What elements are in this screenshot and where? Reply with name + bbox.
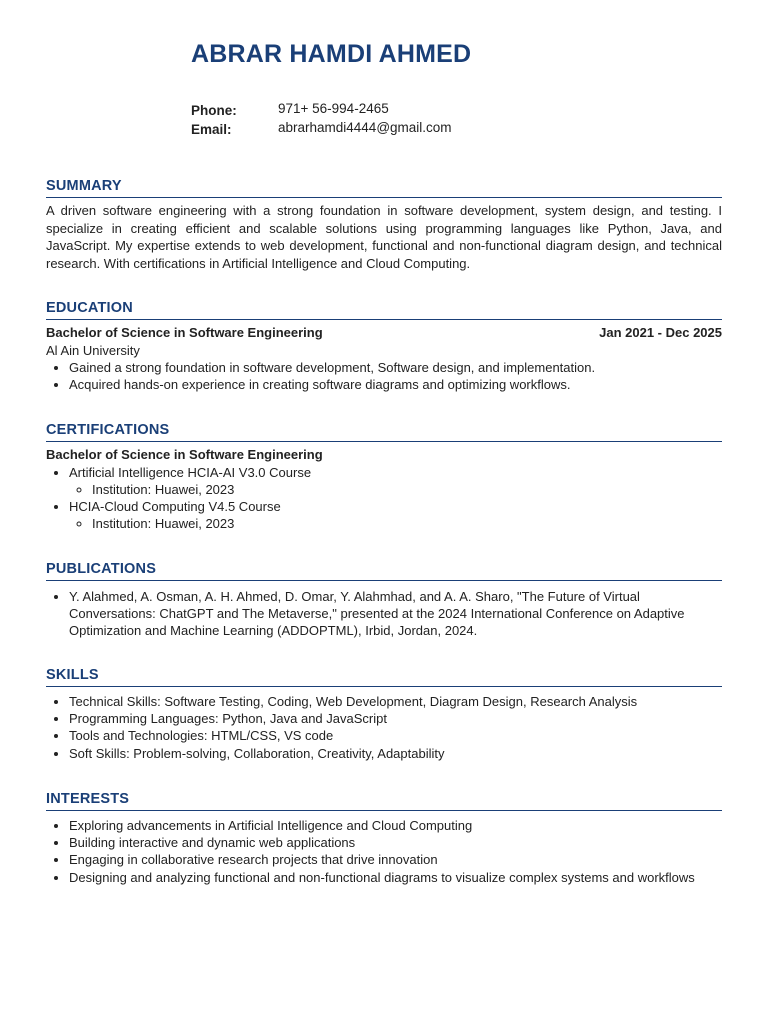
skills-title: SKILLS xyxy=(46,667,722,687)
education-section xyxy=(46,300,722,393)
certification-name: Artificial Intelligence HCIA-AI V3.0 Course xyxy=(69,464,312,480)
publications-title: PUBLICATIONS xyxy=(46,561,722,581)
certifications-degree: Bachelor of Science in Software Engineering xyxy=(46,447,323,462)
certifications-list xyxy=(46,464,722,533)
education-dates: Jan 2021 - Dec 2025 xyxy=(599,325,722,340)
email-label: Email: xyxy=(191,122,232,137)
list-item: • Soft Skills: Problem-solving, Collaboration, Creativity, Adaptability xyxy=(69,745,722,762)
interests-section xyxy=(46,791,722,886)
list-item xyxy=(69,464,722,498)
certifications-heading xyxy=(46,446,722,464)
publications-section xyxy=(46,561,722,640)
list-item: • Building interactive and dynamic web applications xyxy=(69,834,722,851)
list-item: • Engaging in collaborative research projects that drive innovation xyxy=(69,851,722,868)
list-item: • Technical Skills: Software Testing, Coding, Web Development, Diagram Design, Research Analysis xyxy=(69,693,722,710)
certification-name: HCIA-Cloud Computing V4.5 Course xyxy=(69,498,281,514)
education-header xyxy=(46,324,722,342)
list-item xyxy=(69,498,722,532)
publications-list xyxy=(46,588,722,640)
interests-title: INTERESTS xyxy=(46,791,722,811)
summary-text: A driven software engineering with a strong foundation in software development, system design, and testing. I specialize in creating efficient and scalable solutions using programming languages like Python, Java, and JavaScript. My expertise extends to web development, functional and non-functional diagram design, and technical research. With certifications in Artificial Intelligence and Cloud Computing. xyxy=(46,203,722,271)
certification-details xyxy=(69,515,722,532)
email-row xyxy=(191,118,452,137)
phone-label: Phone: xyxy=(191,103,237,118)
degree-title: Bachelor of Science in Software Engineering xyxy=(46,325,323,340)
certification-details xyxy=(69,481,722,498)
list-item: ◦ Institution: Huawei, 2023 xyxy=(92,481,722,498)
list-item: • Acquired hands-on experience in creating software diagrams and optimizing workflows. xyxy=(69,376,722,393)
certifications-title: CERTIFICATIONS xyxy=(46,422,722,442)
list-item: • Y. Alahmed, A. Osman, A. H. Ahmed, D. Omar, Y. Alahmhad, and A. A. Sharo, "The Future of Virtual Conversations: ChatGPT and The Metaverse," presented at the 2024 International Conference on Adaptive Optimization and Machine Learning (ADDOPTML), Irbid, Jordan, 2024. xyxy=(69,588,722,640)
list-item: • Programming Languages: Python, Java and JavaScript xyxy=(69,710,722,727)
phone-value: 971+ 56-994-2465 xyxy=(278,101,389,116)
contact-block xyxy=(191,99,452,137)
list-item: • Exploring advancements in Artificial Intelligence and Cloud Computing xyxy=(69,817,722,834)
education-title: EDUCATION xyxy=(46,300,722,320)
certifications-section xyxy=(46,422,722,532)
skills-section xyxy=(46,667,722,762)
email-value[interactable]: abrarhamdi4444@gmail.com xyxy=(278,120,452,135)
phone-row xyxy=(191,99,452,118)
school-name: Al Ain University xyxy=(46,342,140,358)
skills-list xyxy=(46,693,722,762)
summary-section xyxy=(46,178,722,272)
interests-list xyxy=(46,817,722,886)
list-item: ◦ Institution: Huawei, 2023 xyxy=(92,515,722,532)
list-item: • Tools and Technologies: HTML/CSS, VS code xyxy=(69,727,722,744)
list-item: • Gained a strong foundation in software development, Software design, and implementation. xyxy=(69,359,722,376)
list-item: • Designing and analyzing functional and non-functional diagrams to visualize complex systems and workflows xyxy=(69,869,722,886)
education-bullets xyxy=(46,359,722,393)
resume-name: ABRAR HAMDI AHMED xyxy=(191,40,472,68)
summary-title: SUMMARY xyxy=(46,178,722,198)
